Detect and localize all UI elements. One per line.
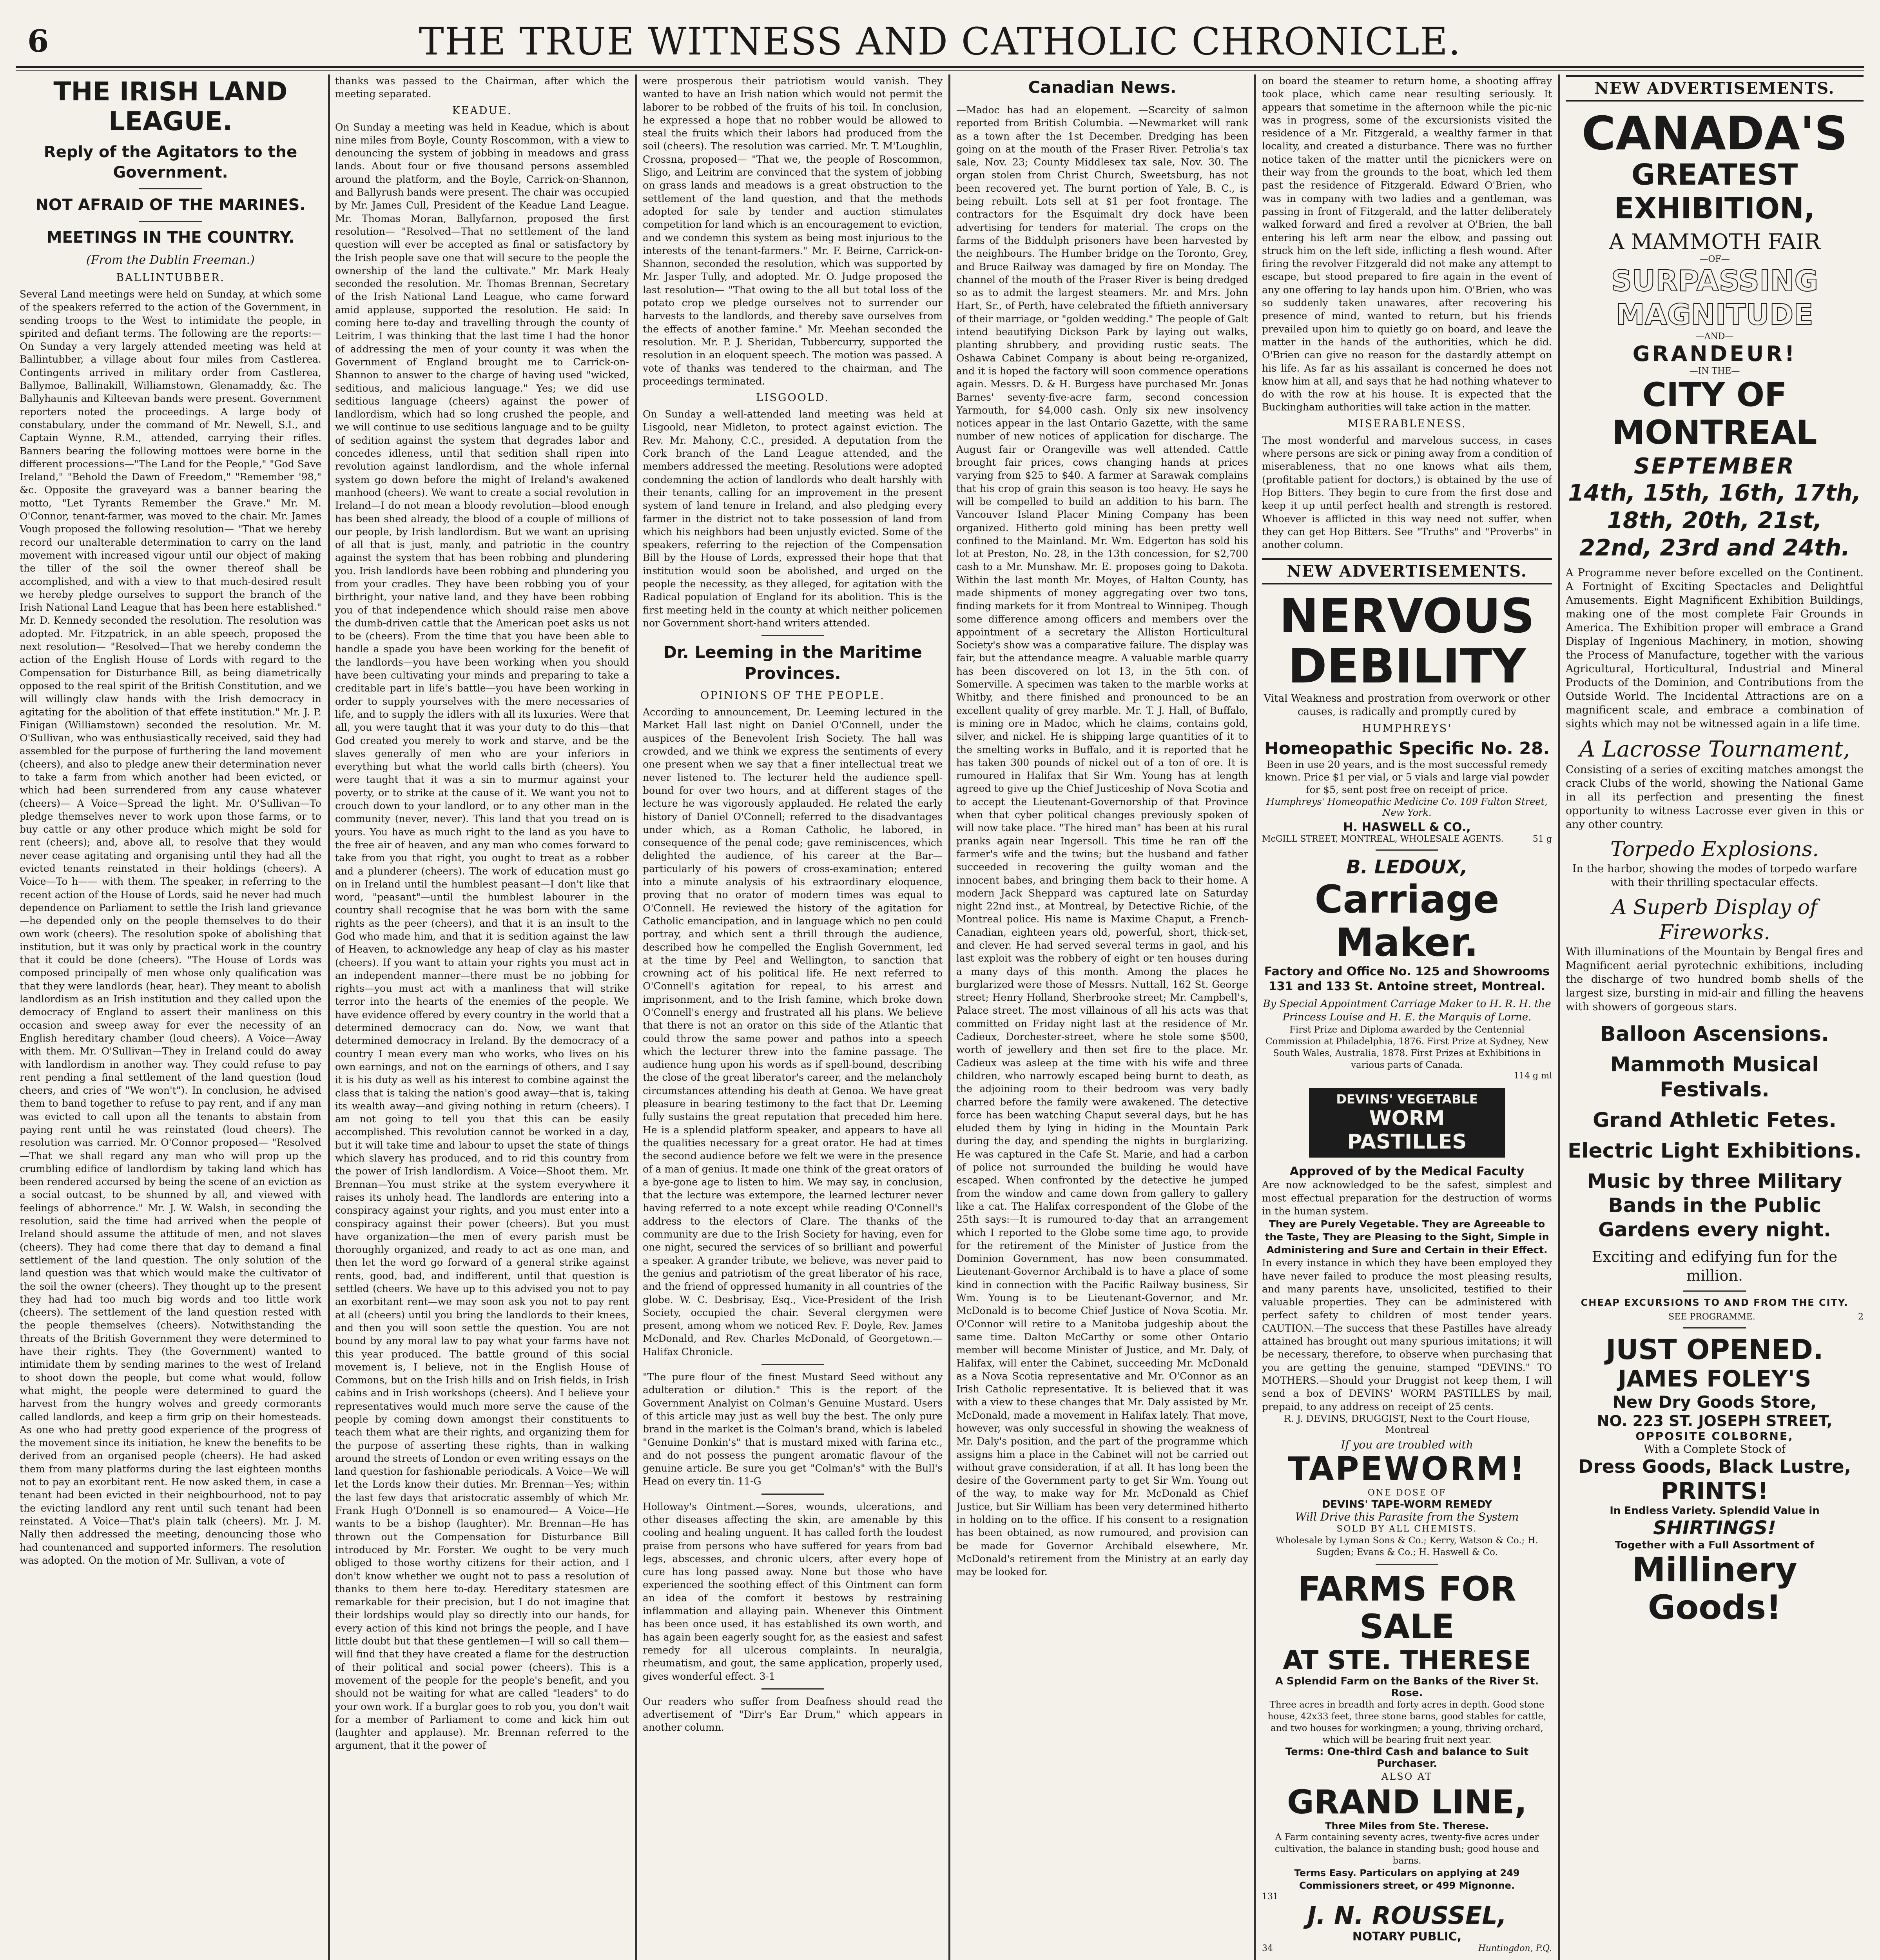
section-heading: KEADUE. [452,104,512,117]
ad-text: R. J. DEVINS, DRUGGIST, Next to the Court House, Montreal [1284,1413,1530,1435]
ad-text: Factory and Office No. 125 and Showrooms 131 and 133 St. Antoine street, Montreal. [1264,965,1550,994]
ad-surpassing-magnitude: SURPASSING MAGNITUDE [1611,264,1818,332]
ad-text: SEE PROGRAMME. [1668,1312,1755,1322]
article-body: On Sunday a well-attended land meeting was held at Lisgoold, near Midleton, to protect against eviction. The Rev. Mr. Mahony, C.C., presided. A deputation from the Cork branch of the Land League attended, and the members addressed the meeting. Resolutions were adopted condemning the action of landlords who dealt harshly with their tenants, calling for an improvement in the present system of land tenure in Ireland, and also pledging every farmer in the district not to take possession of land from which his neighbors had been unjustly evicted. Some of the speakers, referring to the rejection of the Compensation Bill by the House of Lords, expressed their hope that that institution would soon be abolished, and urged on the people the necessity, as they alleged, for agitation with the Radical population of England for its abolition. This is the first meeting held in the county at which neither policemen nor Government short-hand writers attended. [643,408,943,629]
article-headline: THE IRISH LAND LEAGUE. [53,76,288,136]
masthead-rule-thin [16,70,1864,71]
ad-text: A Programme never before excelled on the Continent. A Fortnight of Exciting Spectacles and Delightful Amusements. Eight Magnificent Exhibition Buildings, making one of the most complete Fair Grounds in America. The Exhibition proper will embrace a Grand Display of Ingenious Machinery, in motion, showing the Process of Manufacture, together with the various Agricultural, Horticultural, Industrial and Mineral Products of the Dominion, and Contributions from the Outside World. The Incidental Attractions are on a magnificent scale, and embrace a combination of sights which may not be witnessed again in a life time. [1566,567,1864,730]
column-4 [956,74,1248,1960]
article-headline: Dr. Leeming in the Maritime Provinces. [663,642,922,683]
ad-devins-badge [1309,1088,1505,1158]
ad-text: Approved of by the Medical Faculty [1289,1165,1525,1179]
ad-torpedo: Torpedo Explosions. [1610,838,1819,861]
ad-musical: Mammoth Musical Festivals. [1610,1053,1819,1102]
ad-text: They are Purely Vegetable. They are Agreeable to the Taste, They are Pleasing to the Sight, Simple in Administering and Sure and Certain in their Effect. [1265,1218,1549,1256]
masthead [16,20,1864,63]
ad-text: Terms: One-third Cash and balance to Suit Purchaser. [1285,1746,1529,1769]
column-5 [1262,74,1552,1960]
ad-grandeur: GRANDEUR! [1632,341,1797,366]
ad-number: 51 g [1532,834,1552,844]
ad-grand-line: GRAND LINE, [1287,1782,1527,1821]
ad-nervous: NERVOUS [1279,589,1535,644]
ad-text: In Endless Variety. Splendid Value in [1610,1505,1820,1517]
ad-text: —OF— [1699,254,1730,264]
ad-text: —AND— [1695,332,1734,341]
ad-text: Will Drive this Parasite from the System [1295,1510,1519,1523]
ad-text: ONE DOSE OF [1367,1488,1447,1498]
ad-text: Are now acknowledged to be the safest, simplest and most effectual preparation for the destruction of worms in the human system. [1262,1179,1552,1217]
masthead-rule [16,66,1864,68]
ad-text: In the harbor, showing the modes of torpedo warfare with their thrilling spectacular effects. [1572,863,1857,889]
article-body: were prosperous their patriotism would vanish. They wanted to have an Irish nation which would not permit the laborer to be robbed of the fruits of his toil. In conclusion, he expressed a hope that no robber would be allowed to steal the fruits which their labors had produced from the soil (cheers). The resolution was carried. Mr. T. M'Loughlin, Crossna, proposed— "That we, the people of Roscommon, Sligo, and Leitrim are convinced that the system of jobbing on grass lands and meadows is a great obstruction to the settlement of the land question, and that the methods adopted for sale by tender and auction stimulates competition for land which is an encouragement to eviction, and we condemn this system as being most injurious to the interests of the tenant-farmers." Mr. F. Beirne, Carrick-on-Shannon, seconded the resolution, which was supported by Mr. Jasper Tully, and adopted. Mr. O. Judge proposed the last resolution— "That owing to the all but total loss of the potato crop we pledge ourselves not to surrender our harvests to the landlords, and thereby save ourselves from the effects of another famine." Mr. Meehan seconded the resolution. Mr. P. J. Sheridan, Tubbercurry, supported the resolution in an eloquent speech. The motion was passed. A vote of thanks was tendered to the chairman, and The proceedings terminated. [643,75,943,387]
ad-text: H. HASWELL & CO., [1343,820,1471,835]
ad-text: —IN THE— [1689,366,1740,376]
ad-fireworks: A Superb Display of Fireworks. [1612,896,1818,944]
ad-text: SOLD BY ALL CHEMISTS. [1336,1524,1478,1534]
ad-text: In every instance in which they have been employed they have never failed to produce the most pleasing results, and many parents have, unsolicited, testified to their valuable properties. They can be administered with perfect safety to children of most tender years. CAUTION.—The success that these Pastilles have already attained has brought out many spurious imitations; it will be necessary, therefore, to observe when purchasing that you are getting the genuine, stamped "DEVINS." TO MOTHERS.—Should your Druggist not keep them, I will send a box of DEVINS' WORM PASTILLES by mail, prepaid, to any address on receipt of 25 cents. [1262,1257,1552,1412]
ads-heading: NEW ADVERTISEMENTS. [1262,558,1552,584]
ad-dates: 14th, 15th, 16th, 17th, [1568,479,1861,506]
ad-text: A Splendid Farm on the Banks of the River St. Rose. [1275,1675,1539,1699]
ad-text: Consisting of a series of exciting matches amongst the crack Clubs of the world, showing the National Game in all its perfection and presenting the finest opportunity to witness Lacrosse ever given in this or any other country. [1566,764,1864,831]
ad-text: DEVINS' TAPE-WORM REMEDY [1322,1498,1492,1510]
ad-electric: Electric Light Exhibitions. [1568,1139,1862,1163]
column-divider [1558,74,1560,1960]
ad-text: Three Miles from Ste. Therese. [1325,1820,1489,1831]
ad-text: With a Complete Stock of [1643,1443,1786,1455]
ad-devins-line: DEVINS' VEGETABLE [1336,1092,1478,1107]
ad-number: 114 g ml [1514,1071,1552,1081]
ad-just-opened: JUST OPENED. [1606,1334,1824,1366]
ad-mammoth-fair: A MAMMOTH FAIR [1609,229,1820,254]
ad-text: A Farm containing seventy acres, twenty-five acres under cultivation, the balance in standing bush; good house and barns. [1274,1832,1539,1866]
ad-debility: DEBILITY [1288,639,1526,694]
ad-worm-pastilles: WORM PASTILLES [1347,1107,1467,1154]
article-body: Several Land meetings were held on Sunday, at which some of the speakers referred to the action of the Government, in sending troops to the West to intimidate the people, in spirited and defiant terms. The following are the reports:— On Sunday a very largely attended meeting was held at Ballintubber, a village about four miles from Castlerea. Contingents arrived in military order from Castlerea, Ballymoe, Ballinakill, Williamstown, Glenamaddy, &c. The Ballyhaunis and Kilteevan bands were present. Government reporters noted the proceedings. A large body of constabulary, under the command of Mr. Newell, S.I., and Captain Wynne, R.M., attended, carrying their rifles. Banners bearing the following mottoes were borne in the different processions—"The Land for the People," "God Save Ireland," "Behold the Dawn of Freedom," "Remember '98," &c. Opposite the graveyard was a banner bearing the motto, "Let Tyrants Remember the Grave." Mr. M. O'Connor, tenant-farmer, was moved to the chair. Mr. James Vough proposed the following resolution— "That we hereby record our unalterable determination to carry on the land movement with increased vigour until our object of making the tiller of the soil the owner thereof shall be accomplished, and with a view to that much-desired result we hereby pledge ourselves to support the branch of the Irish National Land League that has been here established." Mr. D. Kennedy seconded the resolution. The resolution was adopted. Mr. Fitzpatrick, in an able speech, proposed the next resolution— "Resolved—That we hereby condemn the action of the English House of Lords with regard to the Compensation for Disturbance Bill, as being diametrically opposed to the real spirit of the British Constitution, and we will willingly claw hands with the Irish democracy in agitating for the abolition of that effete institution." Mr. J. P. Finigan (Williamstown) seconded the resolution. Mr. M. O'Sullivan, who was enthusiastically received, said they had assembled for the purpose of furthering the land movement (cheers), and also to pledge anew their determination never to take a farm from which another had been evicted, or which had been surrendered from any cause whatever (cheers)— A Voice—Spread the light. Mr. O'Sullivan—To pledge themselves never to work upon those farms, or to buy cattle or any other produce which might be sold for rent (cheers); and, above all, to resolve that they would never cease agitating and organising until they had all the evicted tenants reinstated in their holdings (cheers). A Voice—To h—— with them. The speaker, in referring to the recent action of the House of Lords, said he never had much dependence on Parliament to settle the Irish land grievance—he depended only on the people themselves to do their own work (cheers). The resolution spoke of abolishing that institution, but it was only by practical work in the country that it could be done (cheers). "The House of Lords was composed principally of men whose only qualification was that they were landlords (hear, hear). They meant to abolish landlordism as an Irish institution and they called upon the democracy of England to assert their manliness on this occasion and sweep away for ever the necessity of an English hereditary chamber (loud cheers). A Voice—Away with them. Mr. O'Sullivan—They in Ireland could do away with landlordism in another way. They could refuse to pay rent pending a final settlement of the land question (loud cheers, and cries of "We won't"). In conclusion, he advised them to band together to refuse to pay rent, and if any man was evicted to call upon all the tenants to abstain from paying rent until he was reinstated (loud cheers). The resolution was carried. Mr. O'Connor proposed— "Resolved—That we shall regard any man who will prop up the crumbling edifice of landlordism by taking land which has been rendered accursed by being the scene of an eviction as a social outcast, to be shunned by all, and viewed with feelings of abhorrence." Mr. J. W. Walsh, in seconding the resolution, said the time had arrived when the people of Ireland should assume the attitude of men, and not slaves (cheers). They had come there that day to demand a final settlement of the land question. The only solution of the land question was that which would make the cultivator of the soil the owner (cheers). They thought up to the present they had had too much big words and too little work (cheers). The settlement of the land question rested with the people themselves (cheers). Notwithstanding the threats of the British Government they were determined to have their rights. They (the Government) wanted to intimidate them by sending marines to the west of Ireland to shoot down the people, but come what would, follow what might, the people were determined to guard the harvest from the hungry wolves and greedy cormorants called landlords, and keep a firm grip on their homesteads. As one who had pretty good experience of the progress of the movement since its initiation, he knew the benefits to be derived from an organised people (cheers). He had asked them from many platforms during the last eighteen months not to pay an exorbitant rent. He now asked them, in case a tenant had been evicted in their neighbourhood, not to pay the evicting landlord any rent until such tenant had been reinstated. A Voice—That's plain talk (cheers). Mr. J. M. Nally then addressed the meeting, denouncing those who had countenanced and supported informers. The resolution was adopted. On the motion of Mr. Sullivan, a vote of [20,289,321,1566]
ad-text: ALSO AT [1381,1771,1433,1782]
ad-text: OPPOSITE COLBORNE, [1635,1430,1794,1443]
ad-balloon: Balloon Ascensions. [1600,1022,1829,1046]
section-heading: LISGOOLD. [756,392,830,404]
column-3 [643,74,943,1960]
ad-athletic: Grand Athletic Fetes. [1592,1109,1837,1132]
section-heading: BALLINTUBBER. [116,272,225,284]
article-body: on board the steamer to return home, a shooting affray took place, which came near resulting seriously. It appears that sometime in the afternoon while the pic-nic was in progress, some of the excursionists visited the residence of a Mr. Fitzgerald, a wealthy farmer in that locality, and created a disturbance. There was no further notice taken of the matter until the picnickers were on their way from the grounds to the boat, which led them past the residence of Fitzgerald. Edward O'Brien, who was in company with two ladies and a gentleman, was passing in front of Fitzgerald, and the latter deliberately walked forward and fired a revolver at O'Brien, the ball entering his left arm near the elbow, and passing out struck him on the left side, inflicting a flesh wound. After firing the revolver Fitzgerald did not make any attempt to escape, but stood prepared to fire again in the event of any one offering to lay hands upon him. O'Brien, who was so suddenly taken unawares, after recovering his presence of mind, wanted to return, but his friends prevailed upon him to quietly go on board, and leave the matter in the hands of the authorities, which he did. O'Brien can give no reason for the dastardly attempt on his life. As far as his assailant is concerned he does not know him at all, and says that he had nothing whatever to do with the row at his house. It is expected that the Buckingham authorities will take action in the matter. [1262,75,1552,413]
page-number: 6 [27,24,49,59]
article-subhead: Reply of the Agitators to the Government. [44,143,297,181]
article-body: Our readers who suffer from Deafness should read the advertisement of "Dirr's Ear Drum," which appears in another column. [643,1695,943,1733]
ad-number: 131 [1262,1891,1278,1902]
ad-text: Been in use 20 years, and is the most successful remedy known. Price $1 per vial, or 5 vials and large vial powder for $5, sent post free on receipt of price. [1265,759,1549,796]
ad-ledoux: B. LEDOUX, [1346,856,1468,878]
ad-text: New Dry Goods Store, [1612,1392,1817,1412]
column-divider [948,74,950,1960]
column-divider [328,74,330,1960]
ad-text: HUMPHREYS' [1362,722,1452,735]
ad-farms-for-sale: FARMS FOR SALE [1298,1569,1516,1646]
ad-text: Three acres in breadth and forty acres in depth. Good stone house, 42x33 feet, three stone barns, good stables for cattle, and two houses for workingmen; a young, thriving orchard, which will be bearing fruit next year. [1267,1699,1546,1745]
ad-tapeworm: TAPEWORM! [1288,1450,1526,1488]
article-body: On Sunday a meeting was held in Keadue, which is about nine miles from Boyle, County Roscommon, with a view to denouncing the system of jobbing in meadows and grass lands. About four or five thousand persons assembled around the platform, and the Boyle, Carrick-on-Shannon, and Ballyrush bands were present. The chair was occupied by Mr. James Cull, President of the Keadue Land League. Mr. Thomas Moran, Ballyfarnon, proposed the first resolution— "Resolved—That no settlement of the land question will ever be accepted as final or satisfactory by the Irish people save one that will secure to the people the ownership of the land the cultivate." Mr. Mark Healy seconded the resolution. Mr. Thomas Brennan, Secretary of the Irish National Land League, who came forward amid applause, supported the resolution. He said: In coming here to-day and travelling through the county of Leitrim, I was thinking that the last time I had the honor of addressing the men of your county it was when the Government of England brought me to Carrick-on-Shannon to answer to the charge of having used "wicked, seditious, and malicious language." Yes; we did use seditious language (cheers) against the power of landlordism, which had so long crushed the people, and we will continue to use seditious language and to be guilty of sedition against the system that degrades labor and concedes idleness, until that sedition shall ripen into revolution against landlordism, and the whole infernal system go down before the might of Ireland's awakened manhood (cheers). We want to create a social revolution in Ireland—I do not mean a bloody revolution—blood enough has been shed already, the blood of a couple of millions of our people, by Irish landlordism. But we want an uprising of all that is just, manly, and patriotic in the country against the system that has been robbing and plundering you. Irish landlords have been robbing and plundering you from your cradles. They have been robbing you of your birthright, your native land, and they have been robbing you of that independence which should raise men above the dumb-driven cattle that the American poet asks us not to be (cheers). From the time that you have been able to handle a spade you have been working for the benefit of the landlords—you have been working when you should have been cultivating your minds and preparing to take a creditable part in life's battle—you have been working in order to supply yourselves with the mere necessaries of life, and to supply the idlers with all its luxuries. Were that all, you were taught that it was your duty to do this—that God created you merely to work and starve, and be the slaves generally of men who are your inferiors in everything but what the world calls birth (cheers). You were taught that it was a sin to murmur against your poverty, or to strike at the cause of it. We want you not to crouch down to your landlord, or to any other man in the community (never, never). This land that you tread on is yours. You have as much right to the land as you have to the free air of heaven, and any man who comes forward to take from you that right, you ought to treat as a robber and a plunderer (cheers). The work of education must go on in Ireland until the humblest peasant—I don't like that word, "peasant"—until the humblest labourer in the country shall recognise that he was born with the same rights as the peer (cheers), and that it is an insult to the God who made him, and that it is sedition against the law of Heaven, to acknowledge any heap of clay as his master (cheers). If you want to attain your rights you must act in an independent manner—there must be no jobbing for rights—you must act with a manliness that will strike terror into the hearts of the enemies of the people. We have evidence offered by every country in the world that a determined democracy can do. Now, we want that determined democracy in Ireland. By the democracy of a country I mean every man who works, who lives on his own earnings, and not on the earnings of others, and I say it is his duty as well as his interest to combine against the class that is taking the nation's good away—that is, taking its wealth away—and giving nothing in return (cheers). I am not going to tell you that this can be easily accomplished. This revolution cannot be worked in a day, but it will take time and labour to upset the state of things which slavery has produced, and to rid this country from the power of Irish landlordism. A Voice—Shoot them. Mr. Brennan—You must strike at the system everywhere it raises its unholy head. The landlords are entering into a conspiracy against your rights, and you must enter into a conspiracy against their power (cheers). But you must have organization—the men of every parish must be thoroughly organized, and ready to act as one man, and then let the word go forward of a general strike against rents, good, bad, and indifferent, until that question is settled (cheers. We have up to this advised you not to pay an exorbitant rent—we may soon ask you not to pay rent at all (cheers) until you bring the landlords to their knees, and then you will soon settle the question. You are not bound by any moral law to pay what your farms have not this year produced. The battle ground of this social movement is, I believe, not in the English House of Commons, but on the Irish hills and on Irish fields, in Irish cabins and in Irish workshops (cheers). And I believe your representatives would much more serve the cause of the people by coming down amongst their constituents to teach them what are their rights, and organizing them for the purpose of asserting these rights, than in walking around the streets of London or even writing essays on the land question for fashionable periodicals. A Voice—We will let the Lords know their duties. Mr. Brennan—Yes; within the last few days that aristocratic assembly of which Mr. Frank Hugh O'Donnell is so enamoured— A Voice—He wants to be a bishop (laughter). Mr. Brennan—He has thrown out the Compensation for Disturbance Bill introduced by Mr. Forster. We ought to be very much obliged to those worthy citizens for their action, and I don't know whether we ought not to pass a resolution of thanks to them here to-day. Hereditary statesmen are remarkable for their precision, but I do not imagine that their lordships would play so directly into our hands, for every action of this kind not brings the people, and I have little doubt but that these gentlemen—I will so call them—will find that they have created a flame for the destruction of their political and social power (cheers). This is a movement of the people for the people's benefit, and you should not be waiting for what are called "leaders" to do your own work. If a burglar goes to rob you, you don't wait for a member of Parliament to come and kick him out (laughter and applause). Mr. Brennan referred to the argument, that it the power of [335,121,629,1751]
article-subhead: NOT AFRAID OF THE MARINES. [35,196,306,214]
ad-text: First Prize and Diploma awarded by the Centennial Commission at Philadelphia, 1876. First Prize at Sydney, New South Wales, Australia, 1878. First Prizes at Exhibitions in various parts of Canada. [1265,1025,1549,1071]
article-headline: Canadian News. [1028,78,1177,97]
article-source: (From the Dublin Freeman.) [86,253,255,267]
article-subhead: MEETINGS IN THE COUNTRY. [46,229,295,247]
column-divider [1254,74,1256,1960]
ad-dates: 22nd, 23rd and 24th. [1579,534,1850,561]
ad-text: NO. 223 ST. JOSEPH STREET, [1597,1412,1833,1430]
ad-greatest-exhibition: GREATEST EXHIBITION, [1614,158,1815,225]
article-body: Holloway's Ointment.—Sores, wounds, ulcerations, and other diseases affecting the skin, are amenable by this cooling and healing unguent. It has called forth the loudest praise from persons who have suffered for years from bad legs, abscesses, and chronic ulcers, after every hope of cure has long passed away. None but those who have experienced the soothing effect of this Ointment can form an idea of the comfort it bestows by restraining inflammation and allaying pain. Whenever this Ointment has been once used, it has established its own worth, and has again been eagerly sought for, as the easiest and safest remedy for all ulcerous complaints. In neuralgia, rheumatism, and gout, the same application, properly used, gives wonderful effect. 3-1 [643,1501,943,1682]
ad-september: SEPTEMBER [1634,454,1795,479]
ad-text: Vital Weakness and prostration from overwork or other causes, is radically and promptly cured by [1264,693,1550,718]
ad-number: 34 [1262,1943,1273,1953]
ad-roussel: J. N. ROUSSEL, [1307,1901,1507,1930]
ad-text: NOTARY PUBLIC, [1352,1929,1462,1944]
ad-ste-therese: AT STE. THERESE [1283,1645,1531,1675]
ad-text: Wholesale by Lyman Sons & Co.; Kerry, Watson & Co.; H. Sugden; Evans & Co.; H. Haswell & Co. [1276,1535,1538,1557]
ads-heading: NEW ADVERTISEMENTS. [1566,75,1864,102]
ad-text: By Special Appointment Carriage Maker to H. R. H. the Princess Louise and H. E. the Marquis of Lorne. [1263,998,1551,1024]
ad-shirtings: SHIRTINGS! [1653,1517,1777,1539]
column-2 [335,74,629,1960]
ad-millinery-goods: Millinery Goods! [1632,1550,1797,1627]
ad-text: If you are troubled with [1341,1438,1473,1451]
ad-text: McGILL STREET, MONTREAL, WHOLESALE AGENTS. [1262,834,1504,844]
article-body: The most wonderful and marvelous success, in cases where persons are sick or pining away from a condition of miserableness, that no one knows what ails them, (profitable patient for doctors,) is obtained by the use of Hop Bitters. They begin to cure from the first dose and keep it up until perfect health and strength is restored. Whoever is afflicted in this way need not suffer, when they can get Hop Bitters. See "Truths" and "Proverbs" in another column. [1262,434,1552,551]
ad-city-of-montreal: CITY OF MONTREAL [1612,376,1817,452]
article-body: thanks was passed to the Chairman, after which the meeting separated. [335,75,629,100]
ad-text: Huntingdon, P.Q. [1478,1943,1552,1953]
ad-text: Humphreys' Homeopathic Medicine Co. 109 Fulton Street, New York. [1266,796,1548,818]
ad-text: CHEAP EXCURSIONS TO AND FROM THE CITY. [1581,1297,1849,1308]
ad-text: Terms Easy. Particulars on applying at 249 Commissioners street, or 499 Mignonne. [1294,1867,1520,1891]
ad-dress-goods: Dress Goods, Black Lustre, [1578,1456,1851,1477]
article-subhead: OPINIONS OF THE PEOPLE. [700,690,885,702]
column-1 [20,74,321,1960]
ad-text: Exciting and edifying fun for the million. [1592,1248,1838,1284]
ad-carriage-maker: Carriage Maker. [1314,877,1499,965]
ad-dates: 18th, 20th, 21st, [1607,507,1822,534]
column-divider [635,74,637,1960]
newspaper-title: THE TRUE WITNESS AND CATHOLIC CHRONICLE. [419,20,1461,64]
ad-lacrosse: A Lacrosse Tournament, [1579,737,1850,762]
ad-music-bands: Music by three Military Bands in the Public Gardens every night. [1587,1170,1842,1241]
ad-number: 2 [1858,1312,1864,1322]
column-6 [1566,74,1864,1960]
article-body: According to announcement, Dr. Leeming lectured in the Market Hall last night on Daniel O'Connell, under the auspices of the Benevolent Irish Society. The hall was crowded, and we think we express the sentiments of every one present when we say that a finer intellectual treat we never listened to. The lecturer held the audience spell-bound for over two hours, and at different stages of the lecture he was vigorously applauded. He related the early history of Daniel O'Connell; referred to the disadvantages under which, as a Roman Catholic, he labored, in consequence of the penal code; gave reminiscences, which delighted the audience, of his career at the Bar—particularly of his powers of cross-examination; entered into a minute analysis of his extraordinary eloquence, proving that no orator of modern times was equal to O'Connell. He reviewed the history of the agitation for Catholic emancipation, and in language which no pen could portray, and which sent a thrill through the audience, described how he compelled the English Government, led at the time by Peel and Wellington, to sanction that crowning act of his political life. He next referred to O'Connell's agitation for repeal, to his arrest and imprisonment, and to the Irish famine, which broke down O'Connell's energy and frustrated all his plans. We believe that there is not an orator on this side of the Atlantic that could throw the same power and pathos into a speech which the lecturer threw into the famine passage. The audience hung upon his words as if spell-bound, describing the close of the great liberator's career, and the melancholy circumstances attending his death at Genoa. We have great pleasure in bearing testimony to the fact that Dr. Leeming fully sustains the great reputation that preceded him here. He is a splendid platform speaker, and appears to have all the qualities necessary for a great orator. He had at times the second audience before we felt we were in the presence of a man of genius. It made one think of the great orators of a bye-gone age to listen to him. We may say, in conclusion, that the lecture was extempore, the learned lecturer never having referred to a note except while reading O'Connell's address to the electors of Clare. The thanks of the community are due to the Irish Society for having, even for one night, secured the services of so brilliant and powerful a speaker. A grander tribute, we believe, was never paid to the genius and patriotism of the great liberator of his race, and the friend of oppressed humanity in all countries of the globe. W. C. Desbrisay, Esq., Vice-President of the Irish Society, occupied the chair. Several clergymen were present, among whom we noticed Rev. F. Doyle, Rev. James McDonald, and Rev. Charles McDonald, of Georgetown.—Halifax Chronicle. [643,706,943,1357]
ad-canadas: CANADA'S [1581,106,1848,160]
section-heading: MISERABLENESS. [1347,417,1467,430]
ad-homeopathic-title: Homeopathic Specific No. 28. [1264,739,1550,759]
ad-james-foley: JAMES FOLEY'S [1618,1365,1811,1392]
article-body: —Madoc has had an elopement. —Scarcity of salmon reported from British Columbia. —Newmarket will rank as a town after the 1st December. Dredging has been going on at the mouth of the Fraser River. Petrolia's tax sale, Nov. 23; County Middlesex tax sale, Nov. 30. The organ stolen from Christ Church, Sweetsburg, has not been recovered yet. The burnt portion of Yale, B. C., is being rebuilt. Lots sell at $1 per foot frontage. The contractors for the Esquimalt dry dock have been advertising for tenders for material. The crops on the farms of the Biddulph prisoners have been harvested by the neighbours. The Humber bridge on the Toronto, Grey, and Bruce Railway was damaged by fire on Monday. The channel of the mouth of the Fraser River is being dredged so as to admit the largest steamers. Mr. and Mrs. John Hart, Sr., of Perth, have celebrated the fiftieth anniversary of their marriage, or "golden wedding." The people of Galt intend beautifying Dickson Park by laying out walks, planting shrubbery, and providing rustic seats. The Oshawa Cabinet Company is about being re-organized, and it is hoped the factory will soon commence operations again. Messrs. D. & H. Burgess have purchased Mr. Jonas Barnes' seventy-five-acre farm, second concession Yarmouth, for $4,000 cash. Only six new insolvency notices appear in the last Ontario Gazette, with the same number of new notices of application for discharge. The August fair or Orangeville was well attended. Cattle brought fair prices, cows changing hands at prices varying from $25 to $40. A farmer at Sarawak complains that his crop of grain this season is too heavy. He says he will be compelled to build an addition to his barn. The Vancouver Island Placer Mining Company has been organized. Hitherto gold mining has been pretty well confined to the Mainland. Mr. Wm. Edgerton has sold his lot at Preston, No. 28, in the 13th concession, for $2,700 cash to a Mr. Munshaw. Mr. E. proposes going to Dakota. Within the last month Mr. Moyes, of Halton County, has made shipments of money aggregating over two tons, finding markets for it from Montreal to Winnipeg. Though some difference among officers and members over the appointment of a secretary the Alliston Horticultural Society's show was a comparative failure. The display was fair, but the attendance meagre. A valuable marble quarry has been discovered on lot 13, in the 5th con. of Somerville. A specimen was taken to the marble works at Whitby, and there finished and pronounced to be an excellent quality of grey marble. Mr. T. J. Hall, of Buffalo, is mining ore in Madoc, which he claims, contains gold, silver, and nickel. He is shipping large quantities of it to the smelting works in Buffalo, and it is reported that he has taken 300 pounds of nickel out of a ton of ore. It is rumoured in Halifax that Sir Wm. Young has at length agreed to give up the Chief Justiceship of Nova Scotia and to accept the Lieutenant-Governorship of that Province when that cyber political changes previously spoken of will now take place. "The hired man" has been at his rural pranks again near Ingersoll. This time he ran off the farmer's wife and the twins; but the husband and father succeeded in recovering the guilty woman and the innocent babes, and bringing them back to their home. A modern Jack Sheppard was captured late on Saturday night 22nd inst., at Montreal, by Detective Richie, of the Montreal police. His name is Maxime Chaput, a French-Canadian, eighteen years old, powerful, short, thick-set, and clever. He had served several terms in gaol, and his last exploit was the robbery of eight or ten houses during a many days of this month. Among the places he burglarized were those of Messrs. Nuttall, 162 St. George street; Henry Holland, Sherbrooke street; Mr. Campbell's, Palace street. The most villainous of all his acts was that committed on Friday night last at the residence of Mr. Cadieux, Dorchester-street, where he stole some $500, worth of jewellery and then set fire to the place. Mr. Cadieux was asleep at the time with his wife and three children, who narrowly escaped being burnt to death, as the adjoining room to their bedroom was very badly charred before the family were awakened. The detective force has been watching Chaput several days, but he has eluded them by lying in hiding in the Mountain Park during the day, and spending the nights in burglarizing. He was captured in the Cafe St. Marie, and had a carbon of police not surrounded the building he would have escaped. When confronted by the detective he jumped from the window and came down from gallery to gallery like a cat. The Halifax correspondent of the Globe of the 25th says:—It is rumoured to-day that an arrangement which I reported to the Globe some time ago, to provide for the retirement of the Minister of Justice from the Dominion Government, has now been consummated. Lieutenant-Governor Archibald is to have a place of some kind in connection with the Pacific Railway business, Sir Wm. Young is to be Lieutenant-Governor, and Mr. McDonald is to become Chief Justice of Nova Scotia. Mr. O'Connor will retire to a Manitoba judgeship about the same time. Dalton McCarthy or some other Ontario member will become Minister of Justice, and Mr. Daly, of Halifax, will enter the Cabinet, succeeding Mr. McDonald as a Nova Scotia representative and Mr. O'Connor as an Irish Catholic representative. It is believed that it was with a view to these changes that Mr. Daly assisted by Mr. McDonald, made a movement in Halifax lately. That move, however, was only successful in showing the weakness of Mr. Daly's position, and the part of the programme which assigns him a place in the Cabinet will not be carried out without grave consideration, if at all. It has long been the desire of the Government party to get Sir Wm. Young out of the way, to make way for Mr. McDonald as Chief Justice, but Sir William has been very determined hitherto in holding on to the office. If his consent to a resignation has been obtained, as now rumoured, and provision can be made for Governor Archibald elsewhere, Mr. McDonald's retirement from the Ministry at an early day may be looked for. [956,104,1248,1578]
article-body: "The pure flour of the finest Mustard Seed without any adulteration or dilution." This is the report of the Government Analyist on Colman's Genuine Mustard. Users of this article may just as well buy the best. The only pure brand in the market is the Colman's brand, which is labeled "Genuine Donkin's" that is mustard mixed with farina etc., and do not possess the pungent aromatic flavour of the genuine article. Be sure you get "Colman's" with the Bull's Head on every tin. 11-G [643,1371,943,1487]
ad-text: With illuminations of the Mountain by Bengal fires and Magnificent aerial pyrotechnic exhibitions, including the discharge of two hundred bomb shells of the largest size, bursting in mid-air and filling the heavens with showers of gorgeous stars. [1566,946,1864,1013]
ad-prints: PRINTS! [1661,1477,1769,1505]
ad-text: Together with a Full Assortment of [1615,1539,1815,1551]
